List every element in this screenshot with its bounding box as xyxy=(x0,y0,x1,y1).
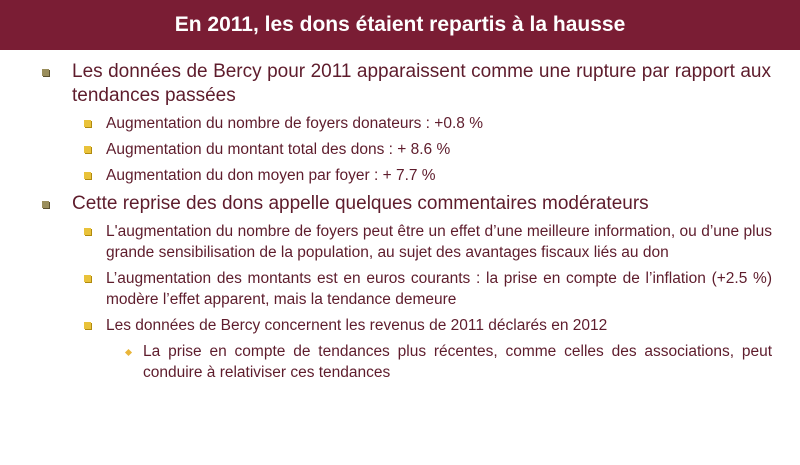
bullet-text: Les données de Bercy pour 2011 apparaissent comme une rupture par rapport aux tendances passées xyxy=(72,61,771,106)
bullet-level2 xyxy=(106,165,772,186)
square-bullet-icon xyxy=(84,228,91,235)
bullet-level2 xyxy=(106,221,772,263)
bullet-text: L'augmentation du nombre de foyers peut être un effet d’une meilleure information, ou d’une plus grande sensibilisation de la population, au sujet des avantages fiscaux liés au don xyxy=(106,223,772,261)
square-bullet-icon xyxy=(84,275,91,282)
bullet-level2 xyxy=(106,113,772,134)
bullet-level1 xyxy=(72,192,771,216)
bullet-level1 xyxy=(72,60,771,108)
bullet-level2 xyxy=(106,315,772,336)
slide-content xyxy=(0,60,800,383)
bullet-text: Cette reprise des dons appelle quelques commentaires modérateurs xyxy=(72,193,649,214)
square-bullet-icon xyxy=(42,69,49,76)
bullet-level2 xyxy=(106,268,772,310)
bullet-level3 xyxy=(143,341,772,383)
bullet-level2 xyxy=(106,139,772,160)
bullet-text: L’augmentation des montants est en euros courants : la prise en compte de l’inflation (+2.5 %) modère l’effet apparent, mais la tendance demeure xyxy=(106,270,772,308)
diamond-bullet-icon xyxy=(125,349,132,356)
bullet-text: Augmentation du montant total des dons : + 8.6 % xyxy=(106,141,451,158)
bullet-text: Les données de Bercy concernent les revenus de 2011 déclarés en 2012 xyxy=(106,317,608,334)
bullet-text: La prise en compte de tendances plus récentes, comme celles des associations, peut conduire à relativiser ces tendances xyxy=(143,343,772,381)
bullet-text: Augmentation du nombre de foyers donateurs : +0.8 % xyxy=(106,115,483,132)
bullet-text: Augmentation du don moyen par foyer : + 7.7 % xyxy=(106,167,436,184)
square-bullet-icon xyxy=(84,146,91,153)
square-bullet-icon xyxy=(84,322,91,329)
square-bullet-icon xyxy=(42,201,49,208)
square-bullet-icon xyxy=(84,172,91,179)
slide-title: En 2011, les dons étaient repartis à la hausse xyxy=(174,13,626,36)
square-bullet-icon xyxy=(84,120,91,127)
title-bar xyxy=(0,0,800,50)
